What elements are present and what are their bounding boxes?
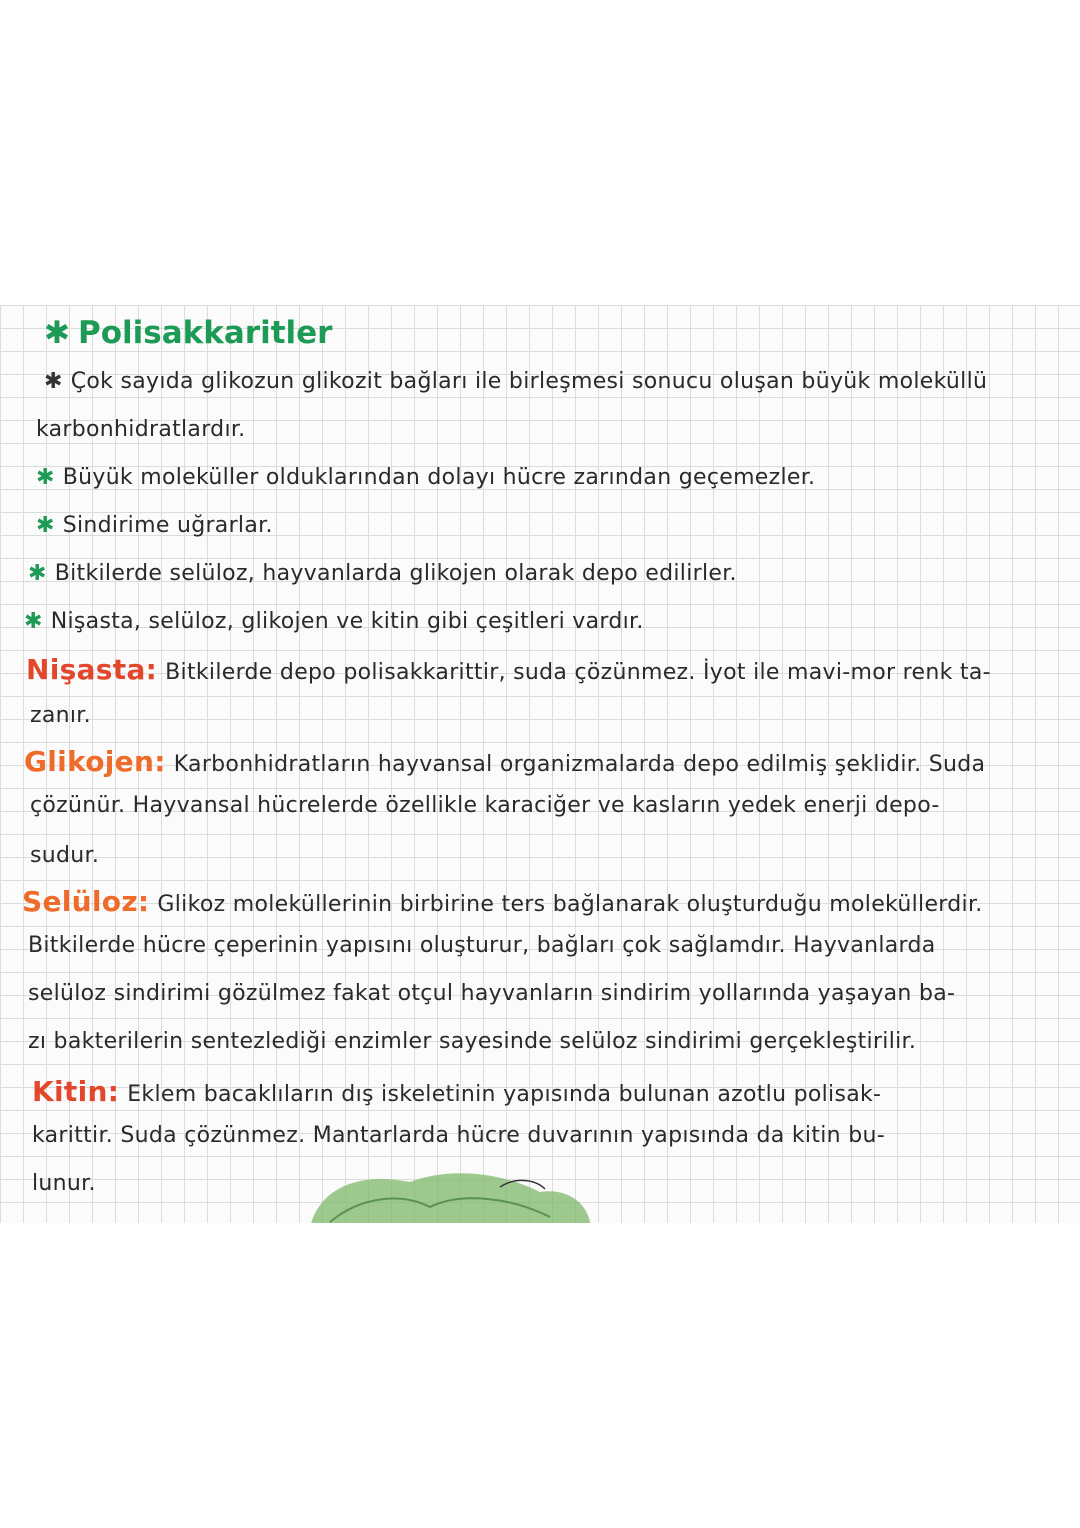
section-seluloz-line-3: selüloz sindirimi gözülmez fakat otçul hayvanların sindirim yollarında yaşayan ba- xyxy=(28,981,956,1006)
star-icon: ✱ xyxy=(44,315,70,351)
section-kitin-line-1: Kitin: Eklem bacaklıların dış iskeletinin yapısında bulunan azotlu polisak- xyxy=(32,1075,882,1108)
section-kitin-line-3: lunur. xyxy=(32,1171,96,1196)
section-seluloz-line-1: Selüloz: Glikoz moleküllerinin birbirine ters bağlanarak oluşturduğu moleküllerdir. xyxy=(22,885,983,918)
term-seluloz: Selüloz: xyxy=(22,885,150,918)
section-glikojen-line-3: sudur. xyxy=(30,843,100,868)
term-kitin: Kitin: xyxy=(32,1075,120,1108)
star-icon: ✱ xyxy=(36,465,55,490)
section-glikojen-line-2: çözünür. Hayvansal hücrelerde özellikle karaciğer ve kasların yedek enerji depo- xyxy=(30,793,940,818)
bullet-1: ✱ Çok sayıda glikozun glikozit bağları ile birleşmesi sonucu oluşan büyük moleküllü xyxy=(44,369,988,394)
star-icon: ✱ xyxy=(24,609,43,634)
page-title: ✱ Polisakkaritler xyxy=(44,315,333,351)
section-kitin-line-2: karittir. Suda çözünmez. Mantarlarda hücre duvarının yapısında da kitin bu- xyxy=(32,1123,885,1148)
section-nisasta-line-1: Nişasta: Bitkilerde depo polisakkarittir, suda çözünmez. İyot ile mavi-mor renk ta- xyxy=(26,653,991,686)
star-icon: ✱ xyxy=(36,513,55,538)
section-glikojen-line-1: Glikojen: Karbonhidratların hayvansal organizmalarda depo edilmiş şeklidir. Suda xyxy=(24,745,986,778)
section-seluloz-line-4: zı bakterilerin sentezlediği enzimler sayesinde selüloz sindirimi gerçekleştirilir. xyxy=(28,1029,917,1054)
bullet-5: ✱ Nişasta, selüloz, glikojen ve kitin gibi çeşitleri vardır. xyxy=(24,609,644,634)
bullet-3: ✱ Sindirime uğrarlar. xyxy=(36,513,273,538)
bullet-1-cont: karbonhidratlardır. xyxy=(36,417,246,442)
term-nisasta: Nişasta: xyxy=(26,653,158,686)
section-seluloz-line-2: Bitkilerde hücre çeperinin yapısını oluşturur, bağları çok sağlamdır. Hayvanlarda xyxy=(28,933,936,958)
term-glikojen: Glikojen: xyxy=(24,745,166,778)
section-nisasta-line-2: zanır. xyxy=(30,703,91,728)
leaf-drawing xyxy=(300,1167,600,1223)
star-icon: ✱ xyxy=(28,561,47,586)
bullet-2: ✱ Büyük moleküller olduklarından dolayı hücre zarından geçemezler. xyxy=(36,465,816,490)
notebook-page xyxy=(0,305,1080,1223)
bullet-4: ✱ Bitkilerde selüloz, hayvanlarda glikojen olarak depo edilirler. xyxy=(28,561,737,586)
star-icon: ✱ xyxy=(44,369,63,394)
